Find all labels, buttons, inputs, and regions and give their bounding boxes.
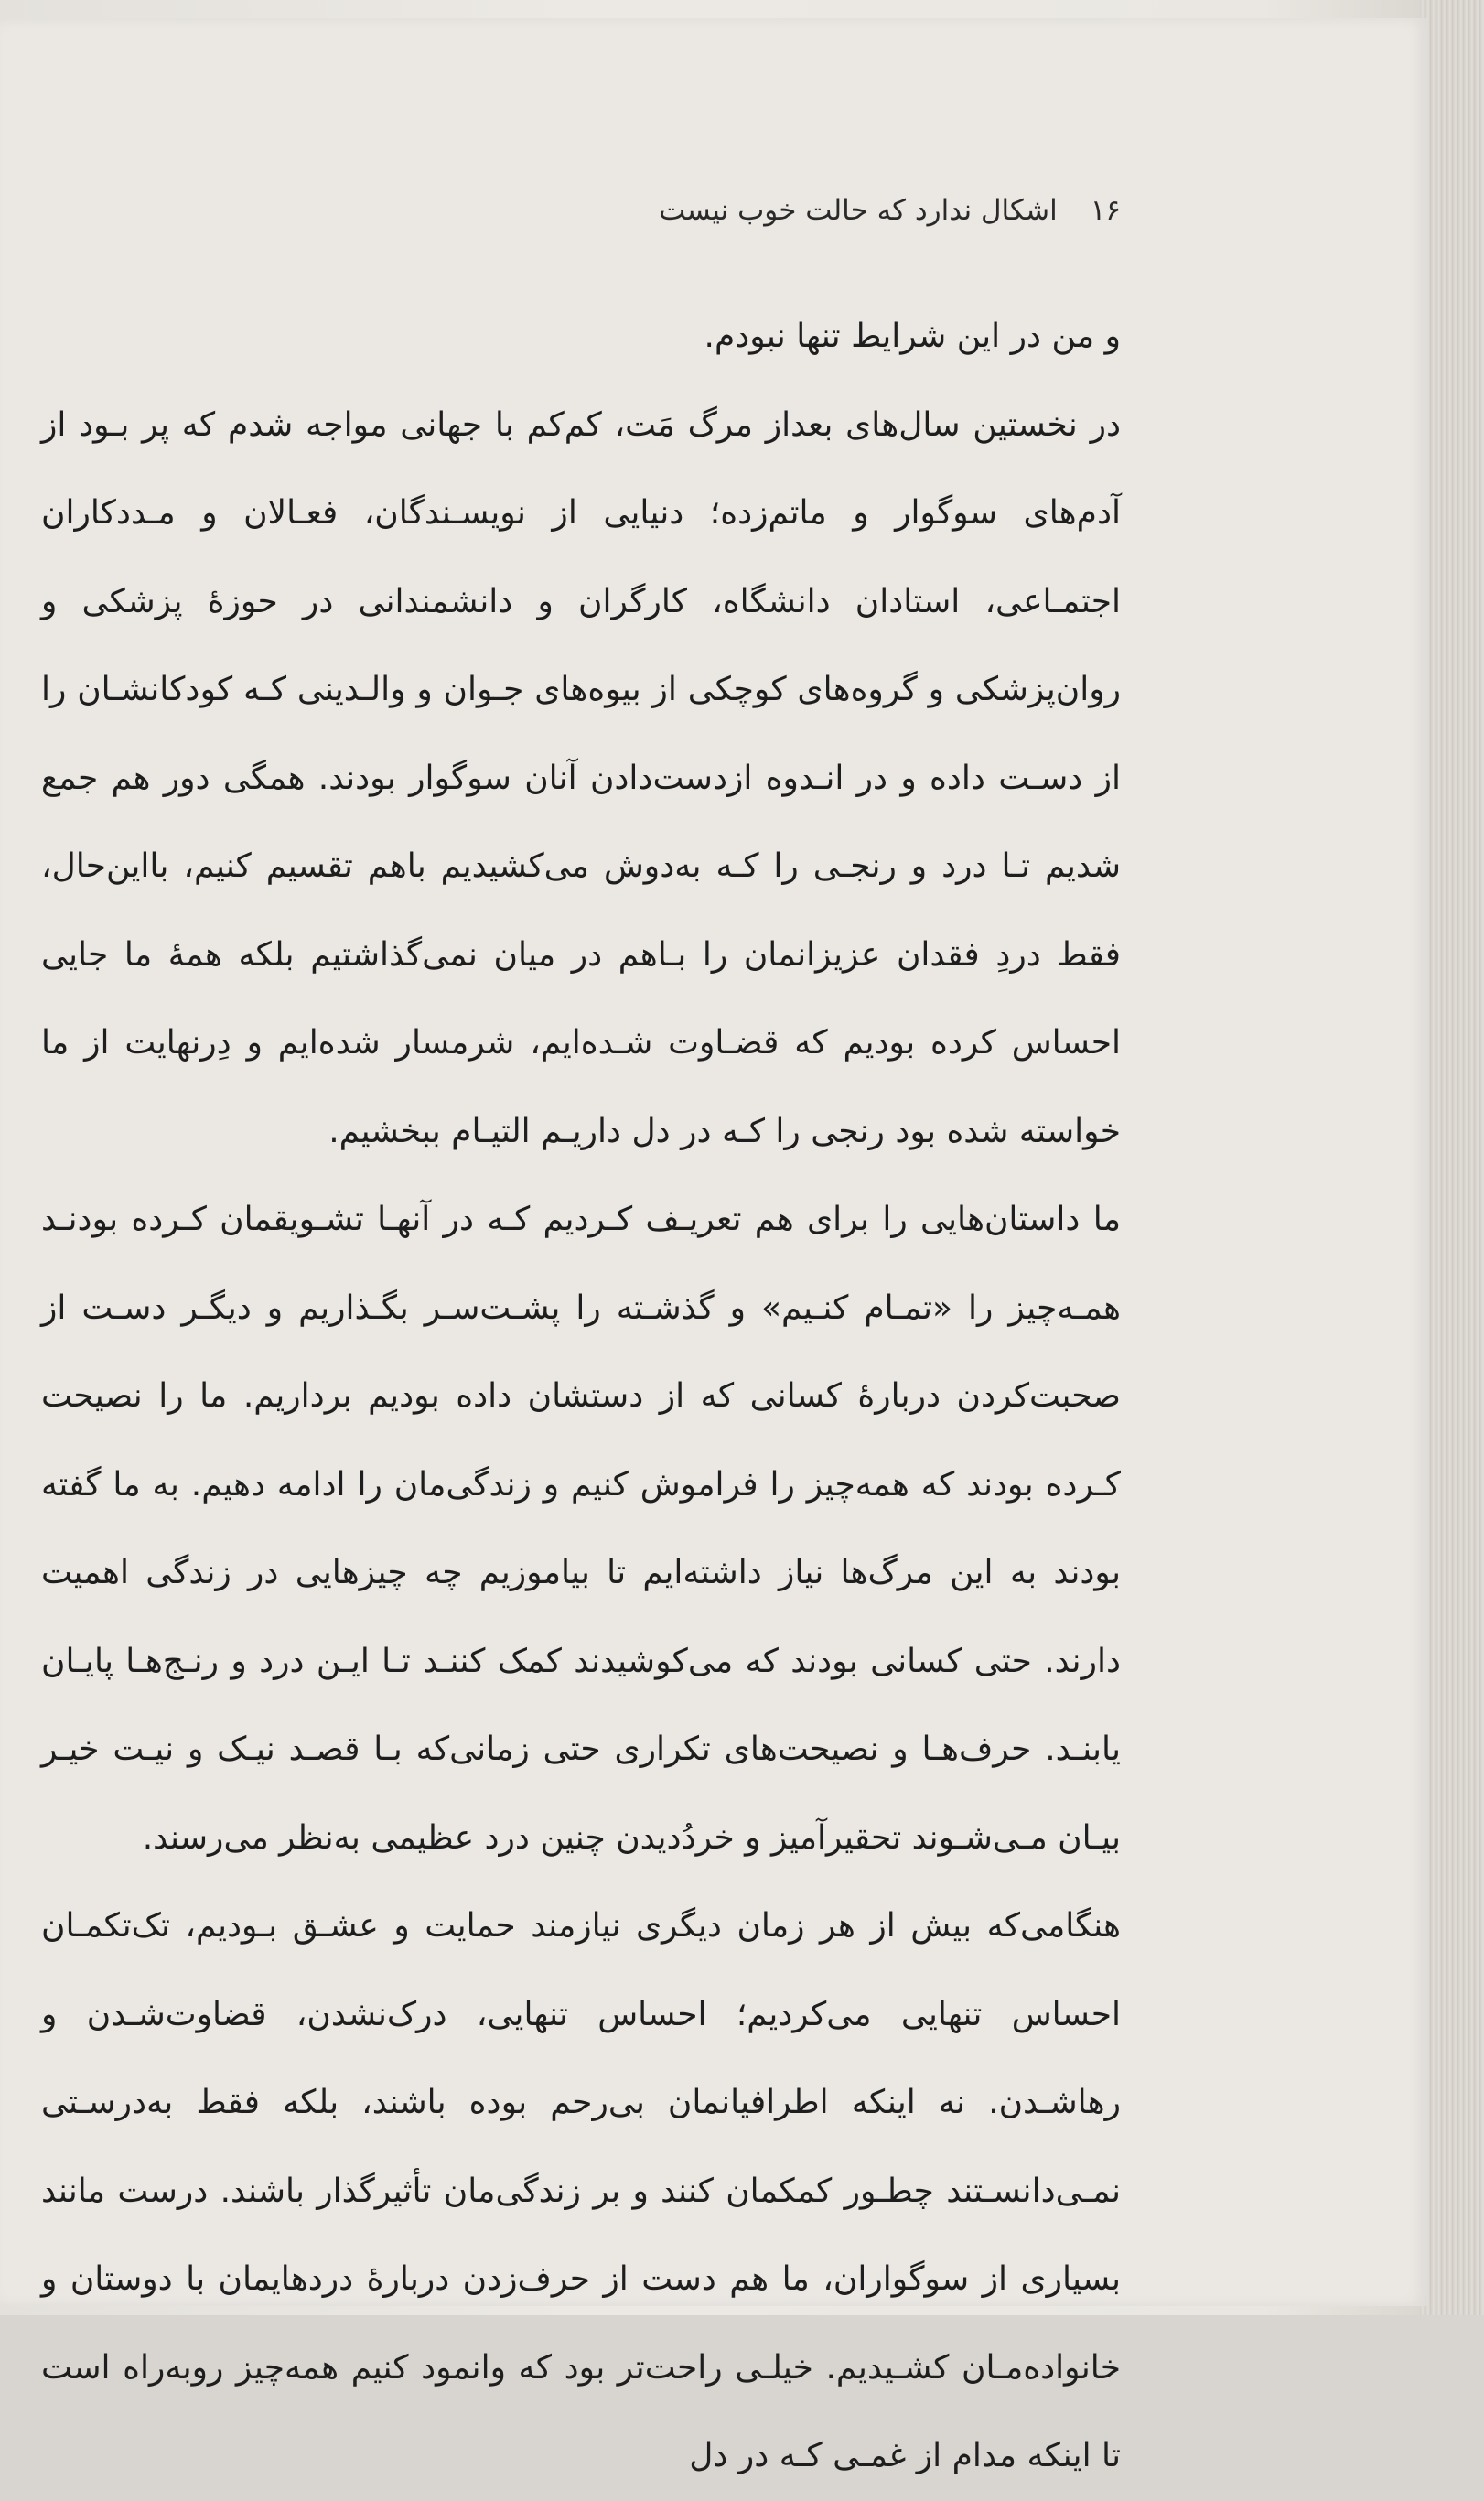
page-stack-edge <box>1420 0 1484 2315</box>
paragraph-2: در نخستین سال‌های بعداز مرگ مَت، کم‌کم با جهانی مواجه شدم که پر بـود از آدم‌های سوگوار و ماتم‌زده؛ دنیایی از نویسـندگان، فعـالان و مـددکاران اجتمـاعی، استادان دانشگاه، کارگران و دانشمندانی در حوزهٔ پزشکی و روان‌پزشکی و گروه‌های کوچکی از بیوه‌های جـوان و والـدینی کـه کودکانشـان را از دسـت داده و در انـدوه ازدست‌دادن آنان سوگوار بودند. همگی دور هم جمع شدیم تـا درد و رنجـی را کـه به‌دوش می‌کشیدیم باهم تقسیم کنیم، بااین‌حال، فقط دردِ فقدان عزیزانمان را بـاهم در میان نمی‌گذاشتیم بلکه همهٔ ما جایی احساس کرده بودیم که قضـاوت شـده‌ایم، شرمسار شده‌ایم و دِرنهایت از ما خواسته شده بود رنجی را کـه در دل داریـم التیـام ببخشیم. <box>41 405 1121 1150</box>
paragraph-4: هنگامی‌که بیش از هر زمان دیگری نیازمند حمایت و عشـق بـودیم، تک‌تکمـان احساس تنهایی می‌کردیم؛ احساس تنهایی، درک‌نشدن، قضاوت‌شـدن و رهاشـدن. نه اینکه اطرافیانمان بی‌رحم بوده باشند، بلکه فقط به‌درسـتی نمـی‌دانسـتند چطـور کمکمان کنند و بر زندگی‌مان تأثیرگذار باشند. درست مانند بسیاری از سوگواران، ما هم دست از حرف‌زدن دربارهٔ دردهایمان با دوستان و خانواده‌مـان کشـیدیم. خیلـی راحت‌تر بود که وانمود کنیم همه‌چیز روبه‌راه است تا اینکه مدام از غمـی کـه در دل <box>41 1907 1121 2474</box>
page-number: ۱۶ <box>1090 194 1121 227</box>
paragraph-3: ما داستان‌هایی را برای هم تعریـف کـردیم کـه در آنهـا تشـویقمان کـرده بودنـد همـه‌چیز را «تمـام کنـیم» و گذشـته را پشـت‌سـر بگـذاریم و دیگـر دسـت از صحبت‌کردن دربارهٔ کسانی که از دستشان داده بودیم برداریم. ما را نصیحت کـرده بودند که همه‌چیز را فراموش کنیم و زندگی‌مان را ادامه دهیم. به ما گفته بودند به این مرگ‌ها نیاز داشته‌ایم تا بیاموزیم چه چیزهایی در زندگی اهمیت دارند. حتی کسانی بودند که می‌کوشیدند کمک کننـد تـا ایـن درد و رنـج‌هـا پایـان یابنـد. حرف‌هـا و نصیحت‌های تکراری حتی زمانی‌که بـا قصـد نیـک و نیـت خیـر بیـان مـی‌شـوند تحقیرآمیز و خردُدیدن چنین درد عظیمی به‌نظر می‌رسند. <box>41 1201 1121 1857</box>
paragraph-1: و من در این شرایط تنها نبودم. <box>704 318 1121 355</box>
running-title: اشکال ندارد که حالت خوب نیست <box>659 194 1058 227</box>
body-text <box>41 293 1121 2501</box>
running-header <box>659 194 1121 227</box>
page <box>0 18 1427 2474</box>
